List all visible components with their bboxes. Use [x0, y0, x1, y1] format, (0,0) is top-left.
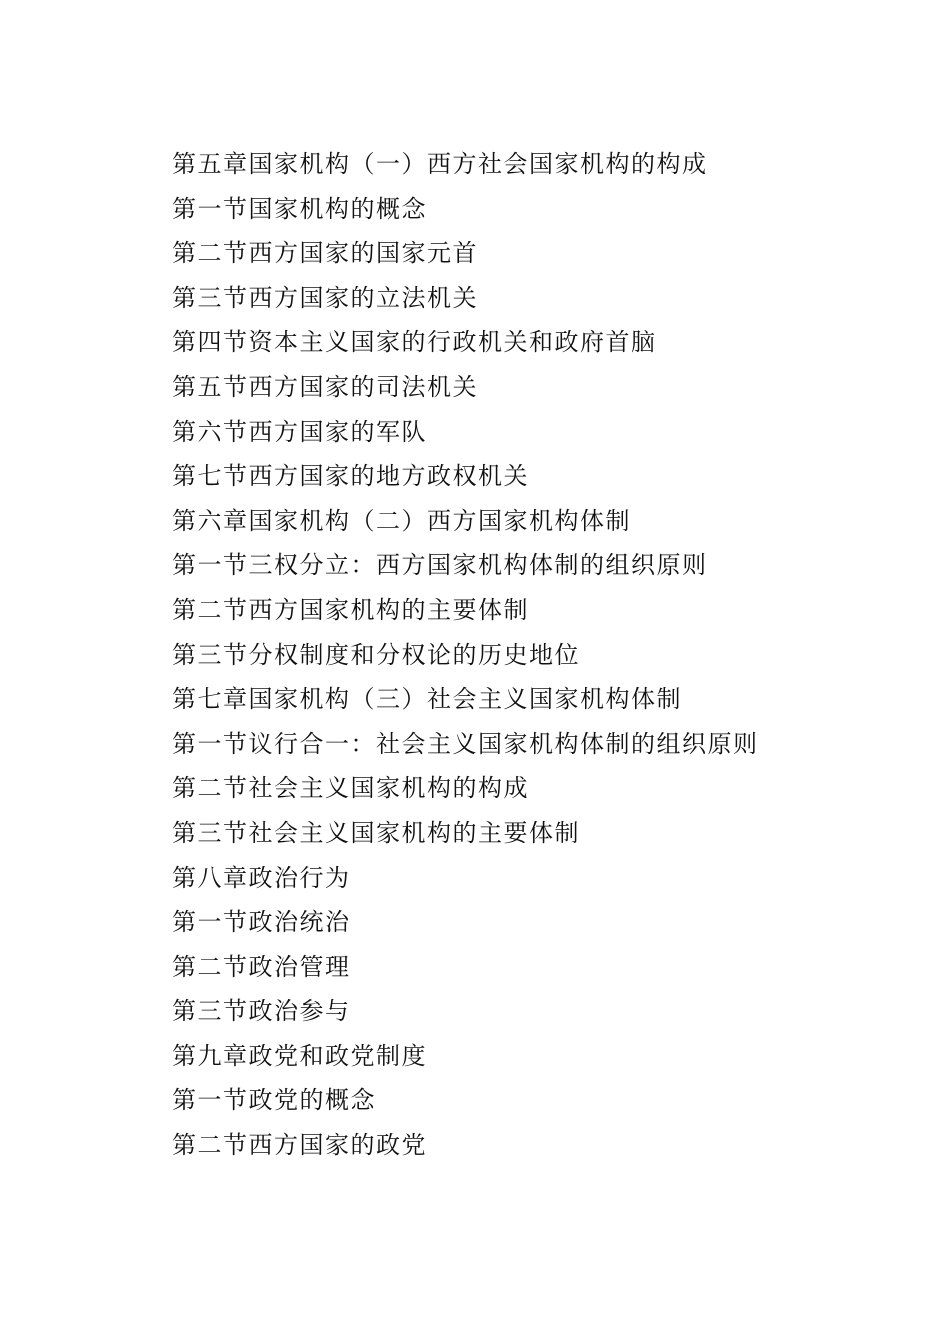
toc-section: 第二节社会主义国家机构的构成	[172, 774, 529, 803]
toc-section: 第三节分权制度和分权论的历史地位	[172, 640, 580, 669]
toc-section: 第一节三权分立：西方国家机构体制的组织原则	[172, 551, 708, 580]
toc-section: 第三节政治参与	[172, 997, 351, 1026]
toc-section: 第二节西方国家的国家元首	[172, 239, 478, 268]
toc-section: 第一节国家机构的概念	[172, 194, 427, 223]
toc-chapter-8: 第八章政治行为	[172, 863, 351, 892]
toc-section: 第七节西方国家的地方政权机关	[172, 462, 529, 491]
table-of-contents	[172, 142, 759, 1168]
toc-section: 第五节西方国家的司法机关	[172, 372, 478, 401]
toc-chapter-5: 第五章国家机构（一）西方社会国家机构的构成	[172, 150, 708, 178]
toc-section: 第二节西方国家的政党	[172, 1131, 427, 1160]
toc-section: 第一节议行合一：社会主义国家机构体制的组织原则	[172, 729, 759, 758]
toc-section: 第三节社会主义国家机构的主要体制	[172, 818, 580, 847]
toc-chapter-9: 第九章政党和政党制度	[172, 1041, 427, 1070]
toc-section: 第三节西方国家的立法机关	[172, 283, 478, 312]
toc-section: 第四节资本主义国家的行政机关和政府首脑	[172, 328, 657, 357]
toc-section: 第一节政党的概念	[172, 1086, 376, 1115]
toc-section: 第一节政治统治	[172, 908, 351, 937]
toc-chapter-7: 第七章国家机构（三）社会主义国家机构体制	[172, 685, 682, 714]
toc-section: 第六节西方国家的军队	[172, 417, 427, 446]
toc-section: 第二节政治管理	[172, 952, 351, 981]
toc-section: 第二节西方国家机构的主要体制	[172, 595, 529, 624]
toc-chapter-6: 第六章国家机构（二）西方国家机构体制	[172, 506, 631, 535]
